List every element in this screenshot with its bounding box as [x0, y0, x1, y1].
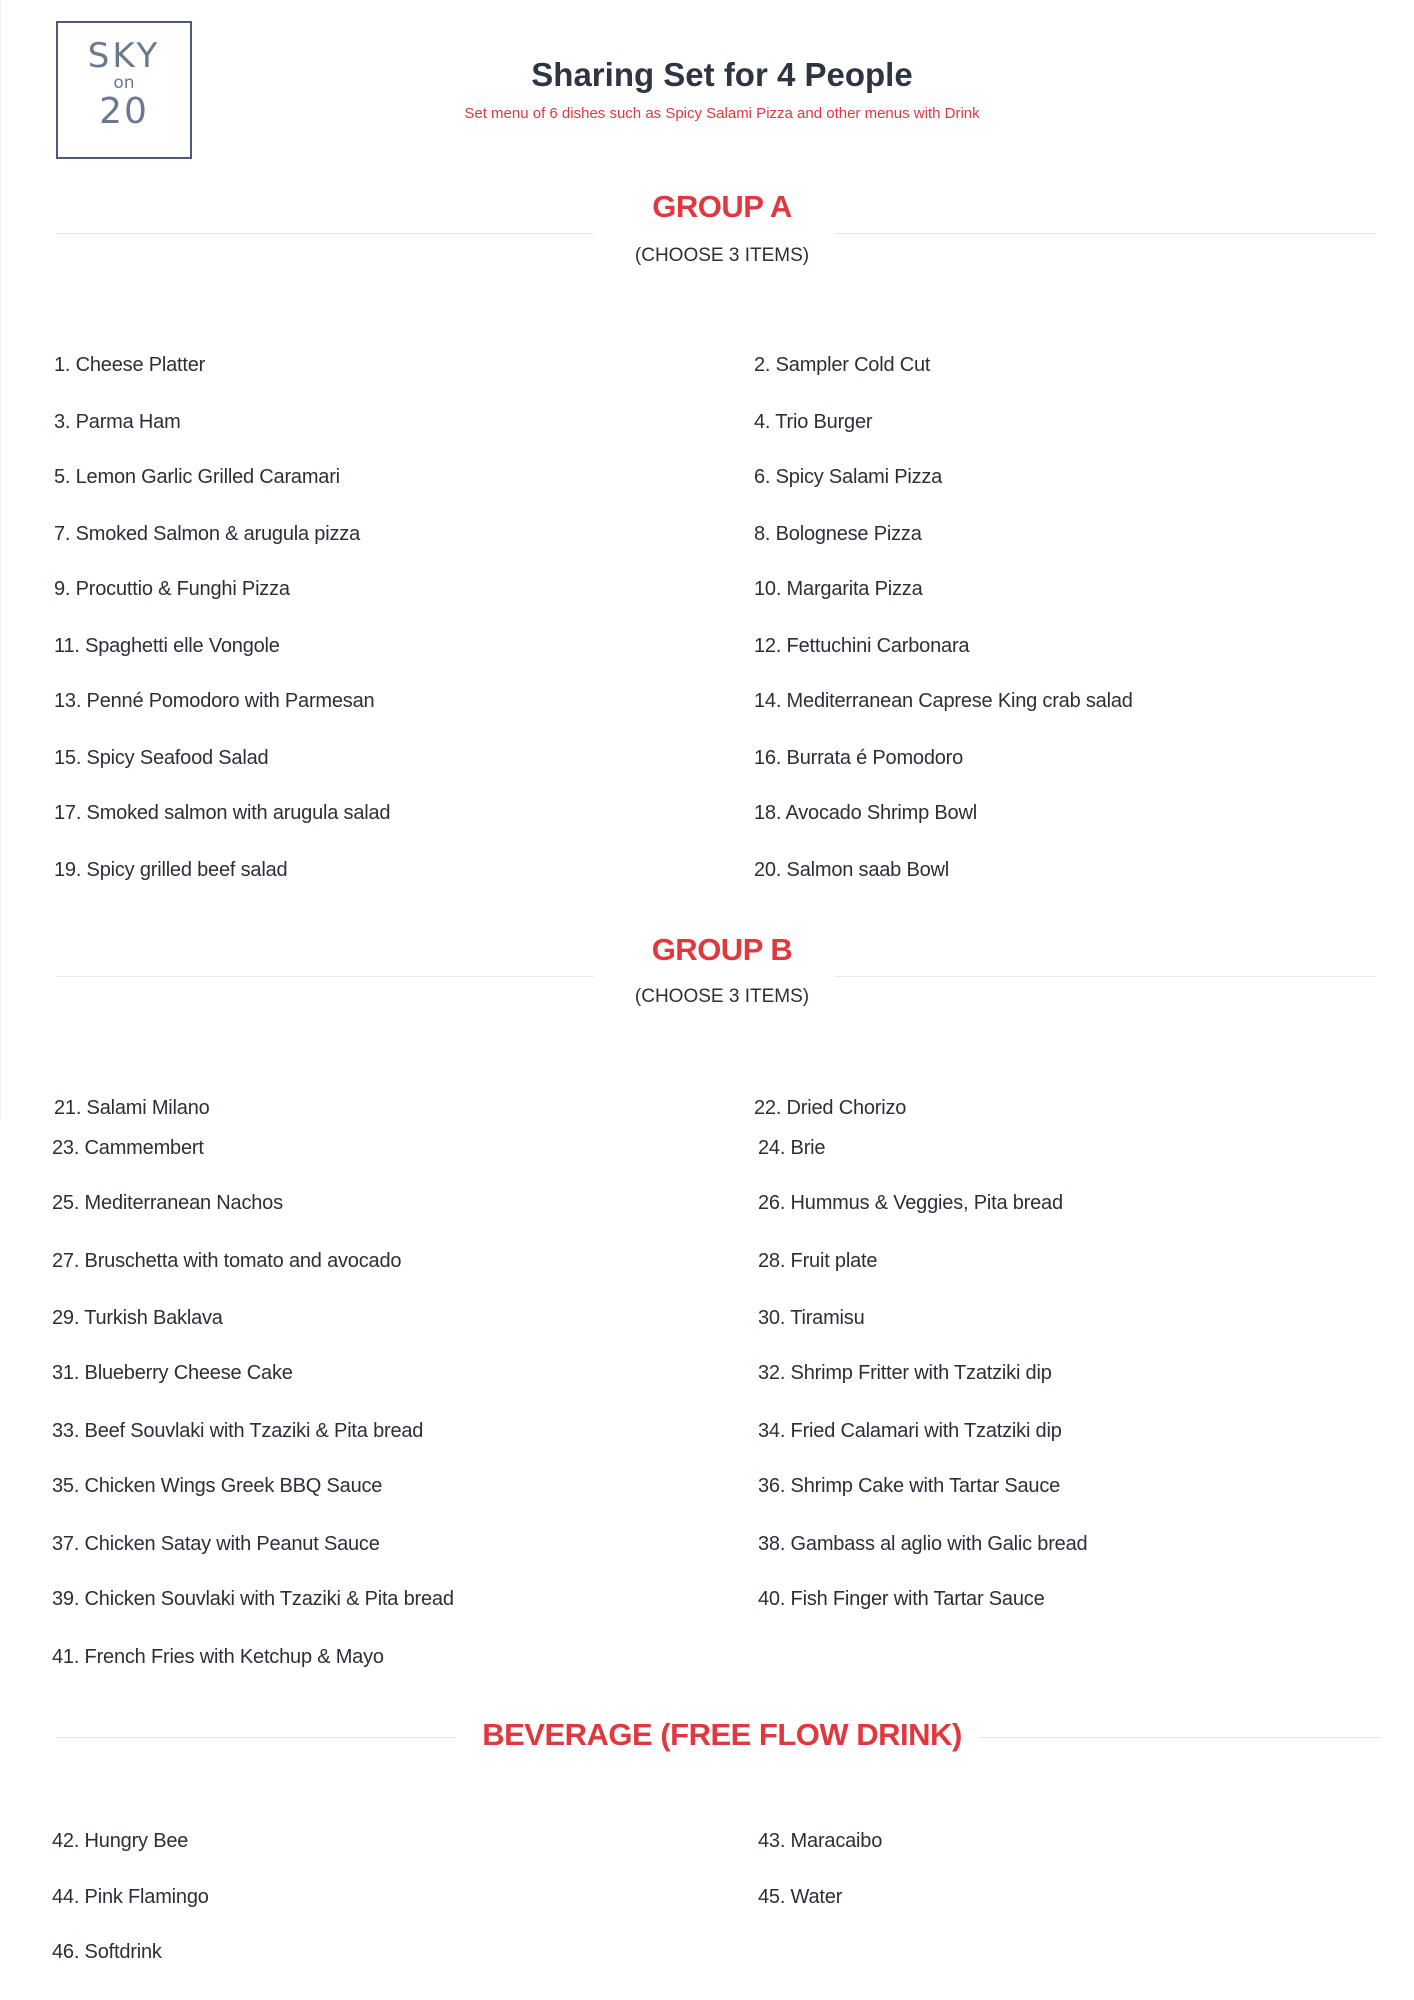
- menu-item: 11. Spaghetti elle Vongole: [54, 635, 280, 657]
- menu-item: 35. Chicken Wings Greek BBQ Sauce: [52, 1475, 383, 1497]
- logo-line-3: 20: [99, 91, 149, 132]
- logo-line-1: SKY: [87, 36, 161, 76]
- menu-item: 33. Beef Souvlaki with Tzaziki & Pita bread: [52, 1420, 424, 1442]
- menu-item: 45. Water: [758, 1886, 843, 1908]
- page-subtitle: Set menu of 6 dishes such as Spicy Salami Pizza and other menus with Drink: [464, 105, 980, 122]
- menu-item: 46. Softdrink: [52, 1941, 162, 1963]
- menu-item: 26. Hummus & Veggies, Pita bread: [758, 1192, 1063, 1214]
- menu-item: 23. Cammembert: [52, 1137, 204, 1159]
- menu-item: 4. Trio Burger: [754, 411, 873, 433]
- group-a-rule-right: [834, 233, 1376, 234]
- menu-item: 12. Fettuchini Carbonara: [754, 635, 970, 657]
- menu-item: 34. Fried Calamari with Tzatziki dip: [758, 1420, 1062, 1442]
- menu-item: 2. Sampler Cold Cut: [754, 354, 931, 376]
- menu-item: 30. Tiramisu: [758, 1307, 865, 1329]
- group-a-note: (CHOOSE 3 ITEMS): [634, 245, 810, 266]
- menu-item: 20. Salmon saab Bowl: [754, 859, 950, 881]
- menu-item: 5. Lemon Garlic Grilled Caramari: [54, 466, 340, 488]
- menu-item: 13. Penné Pomodoro with Parmesan: [54, 690, 375, 712]
- menu-item: 1. Cheese Platter: [54, 354, 206, 376]
- menu-item: 39. Chicken Souvlaki with Tzaziki & Pita bread: [52, 1588, 454, 1610]
- page-title: Sharing Set for 4 People: [531, 56, 913, 93]
- menu-item: 14. Mediterranean Caprese King crab salad: [754, 690, 1133, 712]
- menu-item: 21. Salami Milano: [54, 1097, 210, 1119]
- menu-item: 29. Turkish Baklava: [52, 1307, 223, 1329]
- menu-item: 25. Mediterranean Nachos: [52, 1192, 283, 1214]
- menu-item: 32. Shrimp Fritter with Tzatziki dip: [758, 1362, 1052, 1384]
- menu-item: 8. Bolognese Pizza: [754, 523, 922, 545]
- menu-item: 36. Shrimp Cake with Tartar Sauce: [758, 1475, 1061, 1497]
- group-a-title: GROUP A: [652, 189, 792, 224]
- group-b-note: (CHOOSE 3 ITEMS): [634, 986, 810, 1007]
- menu-item: 9. Procuttio & Funghi Pizza: [54, 578, 290, 600]
- group-b-title: GROUP B: [651, 932, 793, 967]
- group-b-rule-right: [834, 976, 1376, 977]
- menu-item: 22. Dried Chorizo: [754, 1097, 907, 1119]
- menu-item: 16. Burrata é Pomodoro: [754, 747, 964, 769]
- menu-item: 40. Fish Finger with Tartar Sauce: [758, 1588, 1045, 1610]
- menu-item: 7. Smoked Salmon & arugula pizza: [54, 523, 360, 545]
- beverage-title: BEVERAGE (FREE FLOW DRINK): [482, 1717, 962, 1752]
- menu-item: 28. Fruit plate: [758, 1250, 878, 1272]
- menu-item: 19. Spicy grilled beef salad: [54, 859, 288, 881]
- group-b-rule-left: [56, 976, 594, 977]
- menu-item: 24. Brie: [758, 1137, 826, 1159]
- menu-item: 31. Blueberry Cheese Cake: [52, 1362, 293, 1384]
- menu-item: 37. Chicken Satay with Peanut Sauce: [52, 1533, 380, 1555]
- menu-item: 43. Maracaibo: [758, 1830, 883, 1852]
- menu-item: 42. Hungry Bee: [52, 1830, 189, 1852]
- menu-item: 15. Spicy Seafood Salad: [54, 747, 269, 769]
- menu-item: 10. Margarita Pizza: [754, 578, 923, 600]
- menu-item: 6. Spicy Salami Pizza: [754, 466, 943, 488]
- menu-item: 38. Gambass al aglio with Galic bread: [758, 1533, 1088, 1555]
- menu-item: 3. Parma Ham: [54, 411, 181, 433]
- menu-item: 17. Smoked salmon with arugula salad: [54, 802, 391, 824]
- menu-item: 44. Pink Flamingo: [52, 1886, 209, 1908]
- menu-item: 18. Avocado Shrimp Bowl: [754, 802, 977, 824]
- group-a-rule-left: [56, 233, 594, 234]
- menu-item: 27. Bruschetta with tomato and avocado: [52, 1250, 402, 1272]
- menu-item: 41. French Fries with Ketchup & Mayo: [52, 1646, 384, 1668]
- logo-line-2: on: [113, 73, 135, 93]
